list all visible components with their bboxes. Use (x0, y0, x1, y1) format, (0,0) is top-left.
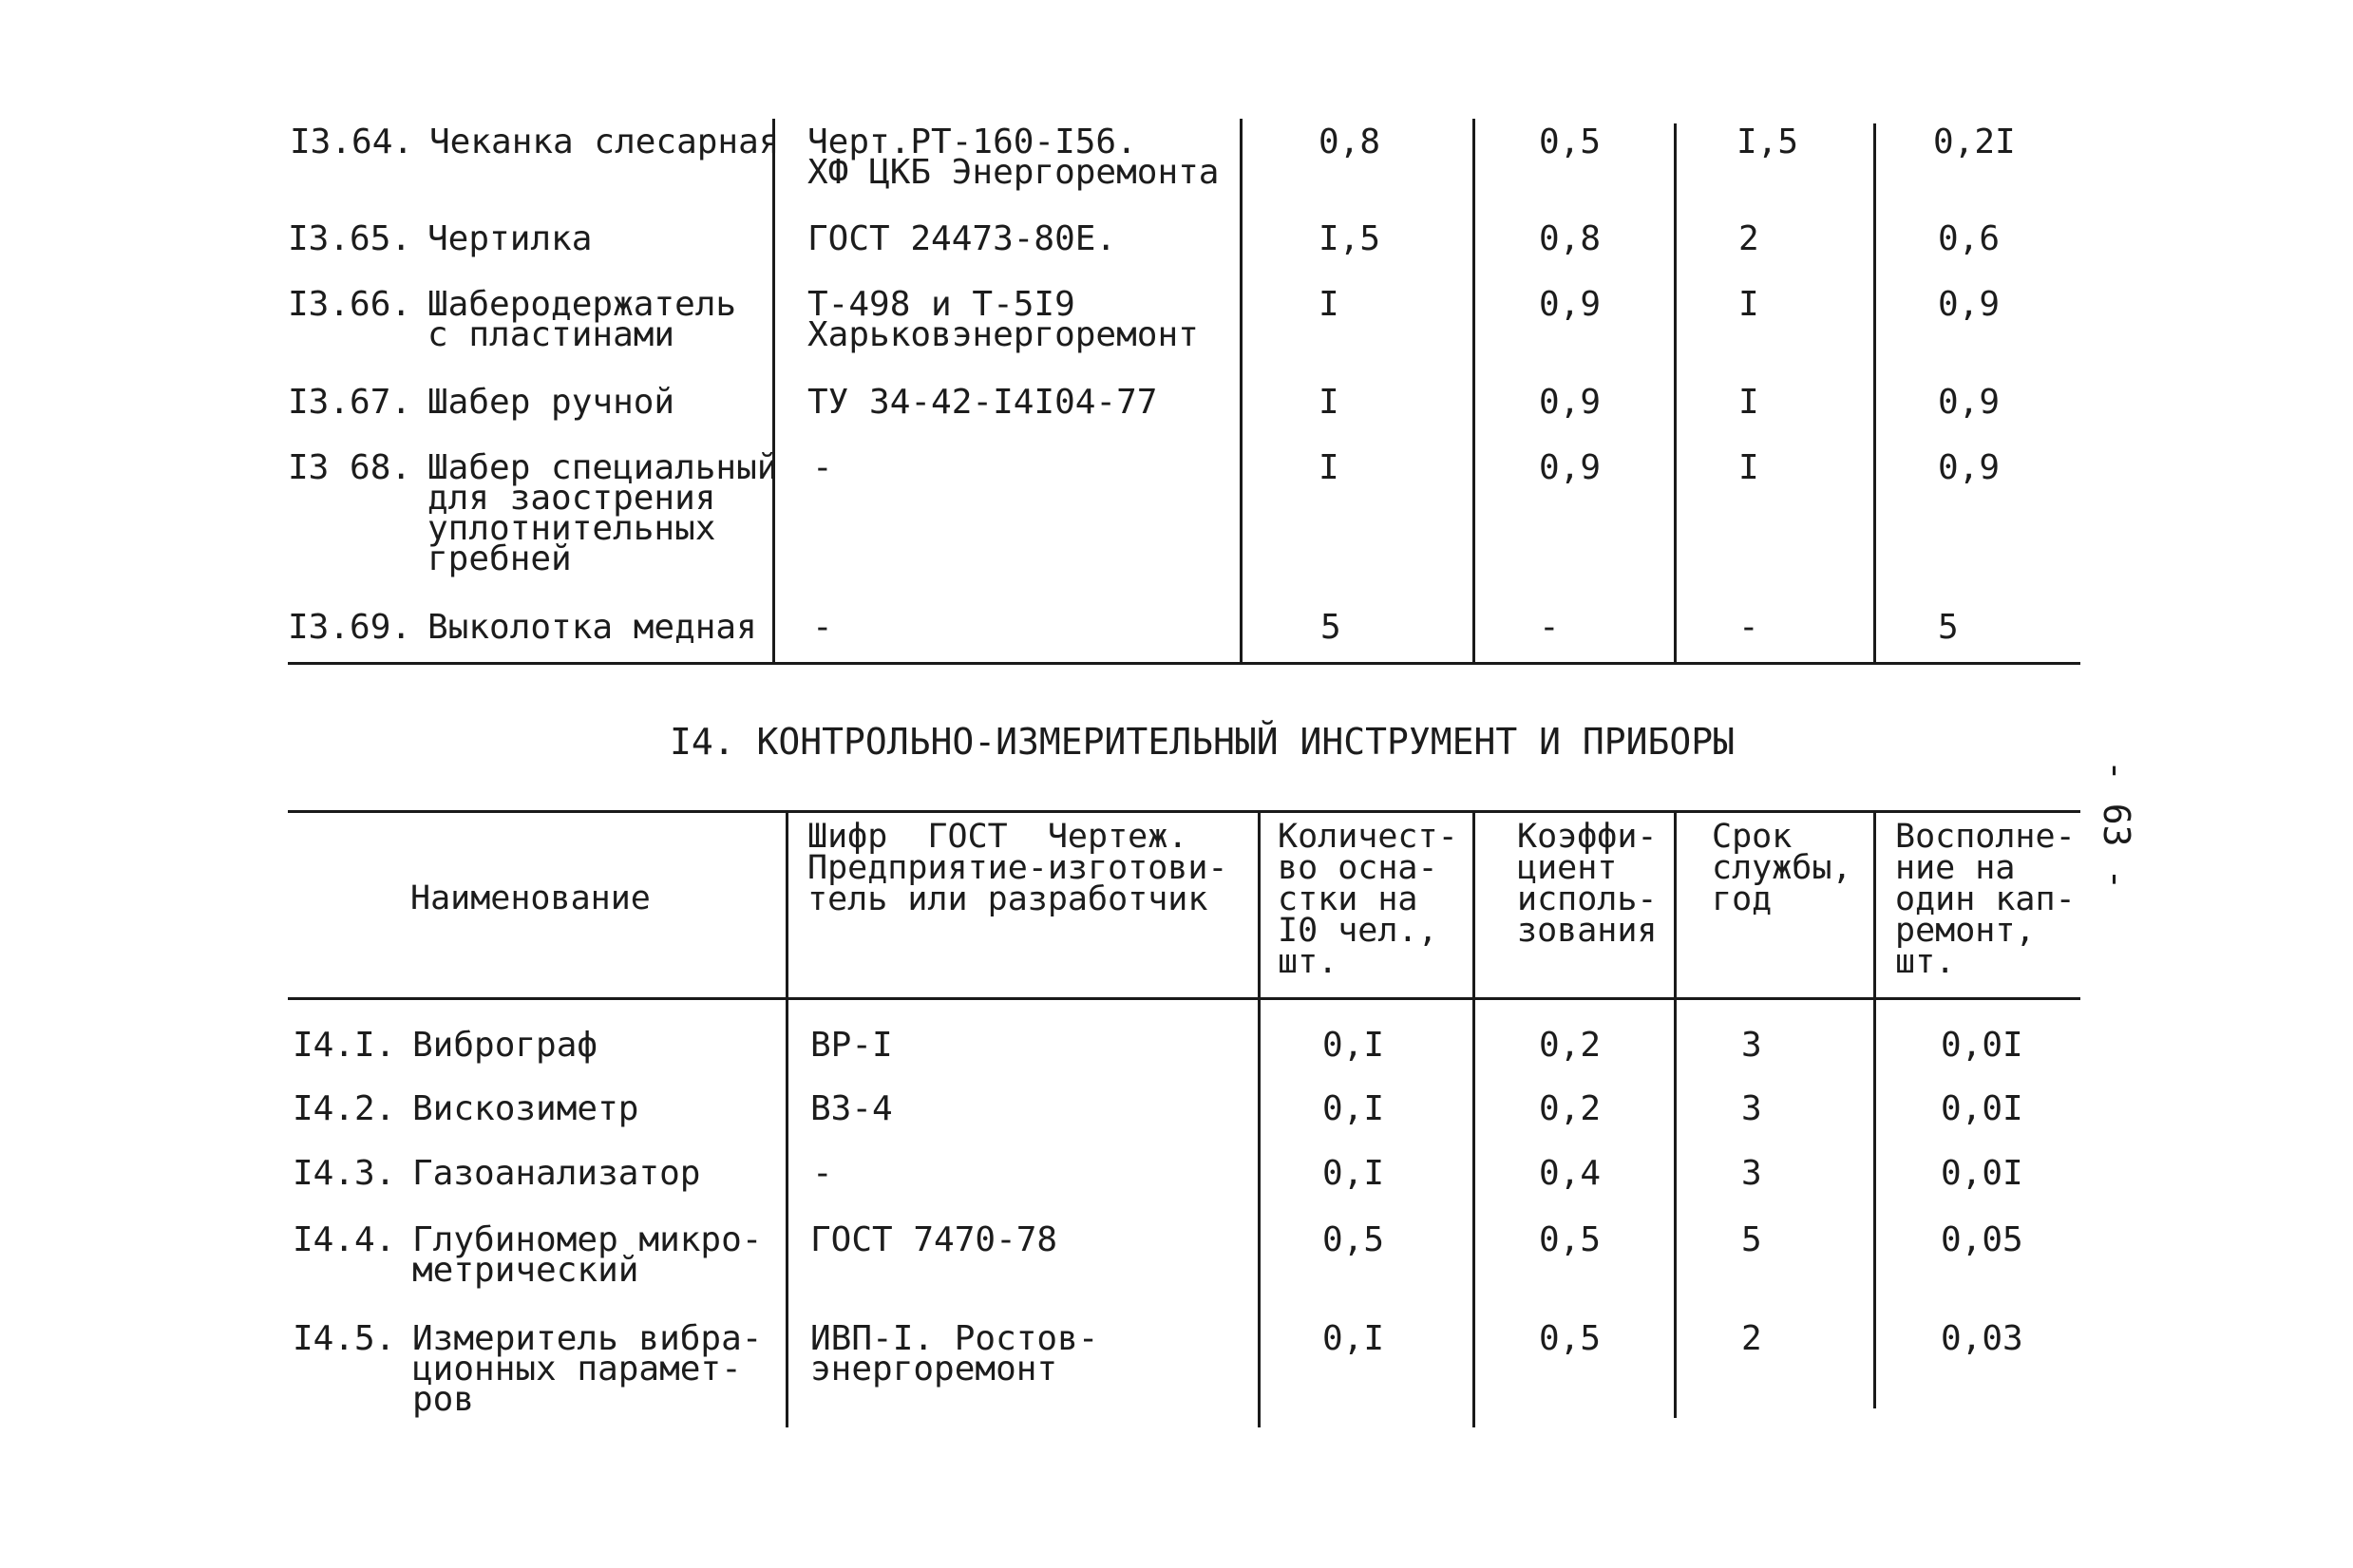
row-qty: 0,5 (1322, 1220, 1385, 1259)
upper-table-bottom-rule (288, 662, 2080, 665)
row-code: I4.I. (293, 1026, 396, 1065)
row-qty: I,5 (1319, 219, 1381, 258)
upper-col-divider-1 (772, 119, 775, 662)
row-life: - (1738, 608, 1759, 647)
row-repl: 0,05 (1941, 1220, 2023, 1259)
row-life: 3 (1741, 1026, 1762, 1065)
row-life: 3 (1741, 1089, 1762, 1128)
lower-col-divider-4 (1674, 810, 1677, 1418)
row-life: 2 (1741, 1319, 1762, 1358)
upper-col-divider-5 (1873, 123, 1876, 662)
row-doc: - (812, 1154, 833, 1193)
lower-col-divider-3 (1472, 810, 1475, 1427)
row-name: Глубиномер микро- метрический (412, 1220, 763, 1290)
row-name: Виброграф (412, 1026, 598, 1065)
row-code: I4.3. (293, 1154, 396, 1193)
header-coef: Коэффи- циент исполь- зования (1517, 818, 1658, 950)
page-number: - 63 - (2096, 760, 2137, 891)
row-coef: - (1539, 608, 1560, 647)
row-repl: 0,03 (1941, 1319, 2023, 1358)
upper-col-divider-4 (1674, 123, 1677, 662)
row-life: I (1738, 285, 1759, 324)
header-qty: Количест- во осна- стки на I0 чел., шт. (1278, 818, 1458, 981)
row-code: I3.64. (290, 123, 414, 161)
lower-col-divider-5 (1873, 810, 1876, 1408)
row-qty: 0,I (1322, 1154, 1385, 1193)
row-repl: 0,0I (1941, 1026, 2023, 1065)
row-life: 3 (1741, 1154, 1762, 1193)
section-title: I4. КОНТРОЛЬНО-ИЗМЕРИТЕЛЬНЫЙ ИНСТРУМЕНТ И ПРИБОРЫ (670, 721, 1736, 763)
row-doc: - (812, 448, 833, 487)
row-doc: - (812, 608, 833, 647)
row-coef: 0,8 (1539, 219, 1602, 258)
row-coef: 0,4 (1539, 1154, 1602, 1193)
row-doc: ВЗ-4 (810, 1089, 893, 1128)
header-bottom-rule (288, 997, 2080, 1000)
row-name: Газоанализатор (412, 1154, 701, 1193)
row-doc: ГОСТ 24473-80Е. (807, 219, 1117, 258)
header-repl: Восполне- ние на один кап- ремонт, шт. (1895, 818, 2076, 981)
row-repl: 0,0I (1941, 1089, 2023, 1128)
row-qty: I (1319, 285, 1339, 324)
row-name: Выколотка медная (427, 608, 757, 647)
row-qty: 0,8 (1319, 123, 1381, 161)
header-life: Срок службы, год (1712, 818, 1852, 918)
row-repl: 5 (1938, 608, 1959, 647)
row-life: 5 (1741, 1220, 1762, 1259)
row-doc: ТУ 34-42-I4I04-77 (807, 383, 1158, 422)
row-repl: 0,9 (1938, 285, 2001, 324)
row-qty: 0,I (1322, 1026, 1385, 1065)
row-name: Измеритель вибра- ционных парамет- ров (412, 1319, 763, 1419)
row-code: I3 68. (288, 448, 412, 487)
row-coef: 0,9 (1539, 383, 1602, 422)
row-code: I3.65. (288, 219, 412, 258)
row-coef: 0,5 (1539, 1319, 1602, 1358)
row-repl: 0,9 (1938, 448, 2001, 487)
row-coef: 0,5 (1539, 1220, 1602, 1259)
upper-col-divider-3 (1472, 119, 1475, 662)
row-name: Шабер ручной (427, 383, 675, 422)
row-doc: ГОСТ 7470-78 (810, 1220, 1058, 1259)
row-life: I (1738, 448, 1759, 487)
row-name: Чеканка слесарная (429, 123, 780, 161)
row-doc: ВР-I (810, 1026, 893, 1065)
row-repl: 0,0I (1941, 1154, 2023, 1193)
row-qty: 5 (1320, 608, 1341, 647)
row-name: Шабер специальный для заострения уплотнительных гребней (427, 448, 778, 578)
row-qty: 0,I (1322, 1319, 1385, 1358)
row-coef: 0,2 (1539, 1026, 1602, 1065)
header-name: Наименование (410, 879, 651, 917)
row-coef: 0,9 (1539, 448, 1602, 487)
row-code: I3.67. (288, 383, 412, 422)
row-code: I3.66. (288, 285, 412, 324)
row-coef: 0,9 (1539, 285, 1602, 324)
row-coef: 0,5 (1539, 123, 1602, 161)
row-name: Чертилка (427, 219, 593, 258)
lower-col-divider-2 (1258, 810, 1261, 1427)
row-code: I4.5. (293, 1319, 396, 1358)
row-qty: I (1319, 448, 1339, 487)
row-qty: I (1319, 383, 1339, 422)
lower-col-divider-1 (786, 810, 788, 1427)
row-doc: ИВП-I. Ростов- энергоремонт (810, 1319, 1099, 1389)
row-code: I4.2. (293, 1089, 396, 1128)
row-name: Шаберодержатель с пластинами (427, 285, 737, 354)
row-code: I4.4. (293, 1220, 396, 1259)
row-repl: 0,6 (1938, 219, 2001, 258)
row-life: 2 (1738, 219, 1759, 258)
row-life: I (1738, 383, 1759, 422)
header-top-rule (288, 810, 2080, 813)
header-doc: Шифр ГОСТ Чертеж. Предприятие-изготови- тель или разработчик (807, 818, 1228, 918)
row-qty: 0,I (1322, 1089, 1385, 1128)
row-doc: Т-498 и Т-5I9 Харьковэнергоремонт (807, 285, 1199, 354)
upper-col-divider-2 (1240, 119, 1243, 662)
row-name: Вискозиметр (412, 1089, 639, 1128)
row-doc: Черт.РТ-160-I56. ХФ ЦКБ Энергоремонта (807, 123, 1220, 192)
row-life: I,5 (1736, 123, 1799, 161)
row-repl: 0,2I (1933, 123, 2016, 161)
row-coef: 0,2 (1539, 1089, 1602, 1128)
row-code: I3.69. (288, 608, 412, 647)
row-repl: 0,9 (1938, 383, 2001, 422)
